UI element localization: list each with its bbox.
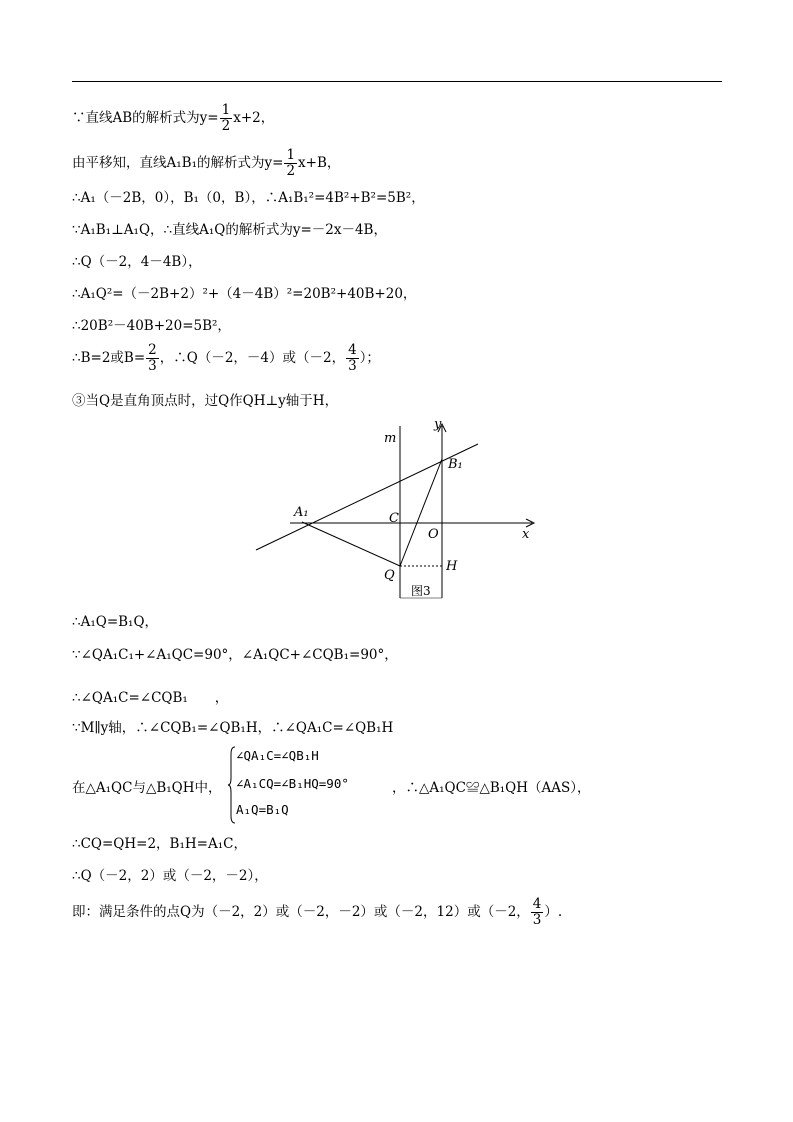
coordinate-figure [250,414,550,604]
text-line-9: ③当Q是直角顶点时，过Q作QH⊥y轴于H， [72,393,339,409]
text-line-7: ∴20B²－40B+20=5B²， [72,318,231,334]
segment-a1q [302,522,400,566]
text-line-8: ∴B=2或B= $\frac{2}{3}$ ，∴Q（－2，－4）或（－2， $\frac{4}{3}$ ）； [72,342,380,374]
header-rule [72,81,722,82]
line-a1b1 [256,444,478,550]
label-a1: A₁ [294,505,309,520]
text-line-2: 由平移知，直线A₁B₁的解析式为y= $\frac{1}{2}$ x+B， [72,147,341,179]
segment-qb1 [400,459,442,566]
text-line-1: ∵直线AB的解析式为y= $\frac{1}{2}$ x+2， [72,102,275,134]
text-line-6: ∴A₁Q²=（－2B+2）²+（4－4B）²=20B²+40B+20， [72,286,417,302]
text-line-11: ∵∠QA₁C₁+∠A₁QC=90°，∠A₁QC+∠CQB₁=90°， [72,647,398,663]
text-line-4: ∵A₁B₁⊥A₁Q，∴直线A₁Q的解析式为y=－2x－4B， [72,222,387,238]
system-case-3: A₁Q=B₁Q [236,802,289,817]
label-h: H [446,559,458,574]
fraction-half: $\frac{1}{2}$ [286,147,296,179]
label-q: Q [384,568,395,583]
text-line-12: ∴∠QA₁C=∠CQB₁ ， [72,690,229,706]
figure-caption: 图3 [411,584,431,598]
label-x: x [522,527,530,542]
label-y: y [434,417,442,432]
label-o: O [428,527,439,542]
text-line-13: ∵M∥y轴，∴∠CQB₁=∠QB₁H，∴∠QA₁C=∠QB₁H [72,720,394,736]
text-line-17: 即：满足条件的点Q为（－2，2）或（－2，－2）或（－2，12）或（－2， $\frac{4}{3}$ ）. [72,896,563,928]
system-case-1: ∠QA₁C=∠QB₁H [236,748,319,763]
congruence-system [72,746,672,824]
fraction-four-thirds: $\frac{4}{3}$ [532,896,542,928]
system-conclusion: ，∴△A₁QC≌△B₁QH（AAS）， [392,780,591,796]
text-line-10: ∴A₁Q=B₁Q， [72,614,159,630]
fraction-half: $\frac{1}{2}$ [221,102,231,134]
system-case-2: ∠A₁CQ=∠B₁HQ=90° [236,776,349,791]
fraction-two-thirds: $\frac{2}{3}$ [148,342,157,374]
text-line-3: ∴A₁（－2B，0），B₁（0，B），∴A₁B₁²=4B²+B²=5B²， [72,190,425,206]
label-c: C [389,511,399,526]
system-lead: 在△A₁QC与△B₁QH中， [72,780,222,796]
text-line-5: ∴Q（－2，4－4B）， [72,254,202,270]
text-line-16: ∴Q（－2，2）或（－2，－2）， [72,868,268,884]
text-line-15: ∴CQ=QH=2，B₁H=A₁C， [72,836,247,852]
fraction-four-thirds: $\frac{4}{3}$ [348,342,357,374]
label-b1: B₁ [448,457,463,472]
label-m: m [384,431,397,446]
